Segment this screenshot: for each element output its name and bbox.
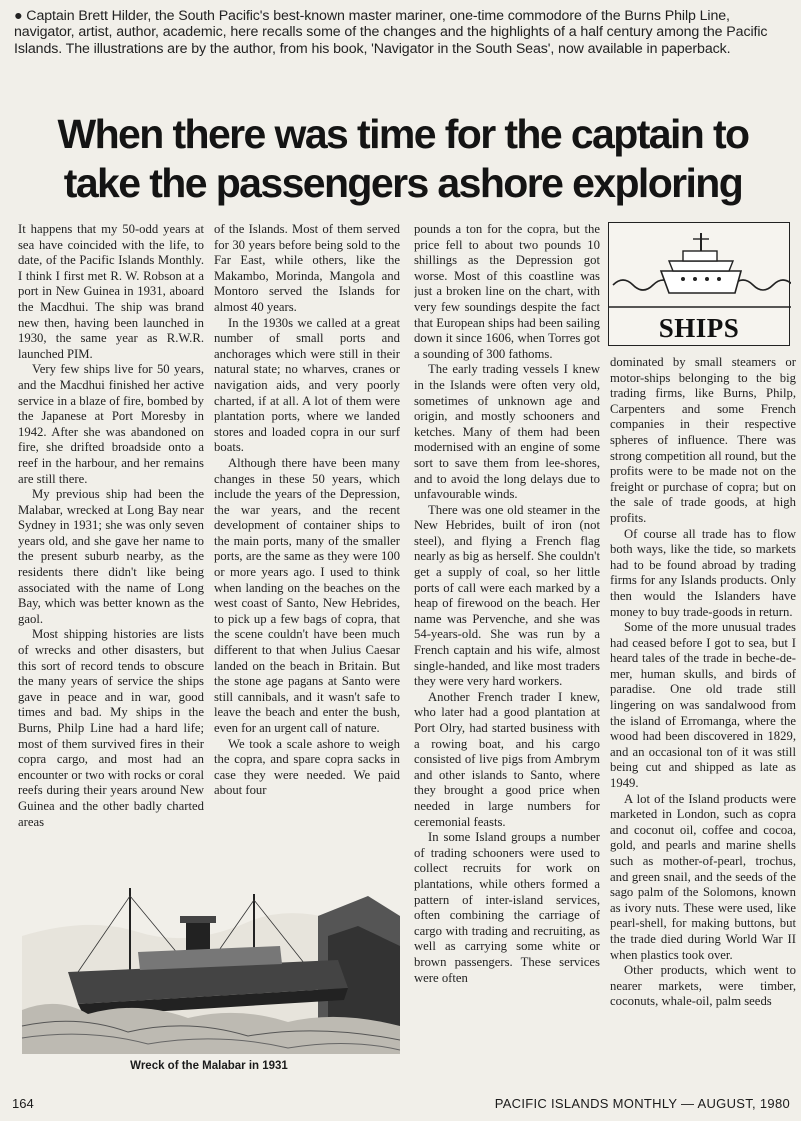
article-column-2 [214,222,400,872]
paragraph: In some Island groups a number of trading schooners were used to collect recruits for work on plantations, while others formed a pattern of inter-island services, often combining the carriage of cargo with trading and recruiting, as well as carrying some white or brown passengers. These services were often [414,830,600,985]
paragraph: of the Islands. Most of them served for 30 years before being sold to the Far East, while others, like the Makambo, Morinda, Mangola and Montoro served the Islands for almost 40 years. [214,222,400,314]
paragraph: In the 1930s we called at a great number of small ports and anchorages which were still in their natural state; no wharves, cranes or navigation aids, and very poorly charted, if at all. A lot of them were plantation ports, where we landed stores and loaded copra in our surf boats. [214,315,400,455]
paragraph: The early trading vessels I knew in the Islands were often very old, sometimes of unknown age and origin, and mostly schooners and ketches. Many of them had been modernised with an engine of some sort to save them from lee-shores, and to avoid the long delays due to unfavourable winds. [414,362,600,502]
ships-label: SHIPS [658,313,740,343]
page-number: 164 [12,1096,34,1111]
paragraph: Although there have been many changes in these 50 years, which include the years of the Depression, the war years, and the recent development of container ships to the main ports, many of the smaller ports, are the same as they were 100 or more years ago. I used to think when landing on the beaches on the west coast of Santo, New Hebrides, to pick up a few bags of copra, that the scene couldn't have been much different to that when Julius Caesar landed on the beach in Britain. But the stone age pagans at Santo were still cannibals, and it wasn't safe to leave the beach and enter the bush, even for an urgent call of nature. [214,455,400,735]
paragraph: Most shipping histories are lists of wrecks and other disasters, but this sort of record tends to obscure the many years of service the ships gave in peace and in war, good times and bad. My ships in the Burns, Philp Line had a hard life; most of them survived fires in their copra cargo, and most had an encounter or two with rocks or coral reefs during their years around New Guinea and the other badly charted areas [18,627,204,829]
publication-footer: PACIFIC ISLANDS MONTHLY — AUGUST, 1980 [494,1096,790,1111]
paragraph: Of course all trade has to flow both ways, like the tide, so markets had to be found abroad by trading firms for any Islands products. Only then would the Islanders have money to buy trade-goods in return. [610,526,796,619]
paragraph: Another French trader I knew, who later had a good plantation at Port Olry, had started business with a rowing boat, and his cargo consisted of live pigs from Ambrym and other islands to Santo, where they brought a good price when needed in large numbers for ceremonial feasts. [414,689,600,829]
wreck-illustration [18,876,400,1054]
article-column-3 [414,222,600,1094]
paragraph: Other products, which went to nearer markets, were timber, coconuts, whale-oil, palm seeds [610,963,796,1009]
paragraph: pounds a ton for the copra, but the price fell to about two pounds 10 shillings as the Depression got worse. Most of this coastline was just a broken line on the chart, with very few soundings despite the fact that European ships had been sailing down it since 1606, when Torres got a sounding of 300 fathoms. [414,222,600,361]
paragraph: We took a scale ashore to weigh the copra, and spare copra sacks in case they were needed. We paid about four [214,736,400,798]
article-column-1 [18,222,204,872]
article-column-4 [610,355,796,1095]
paragraph: Very few ships live for 50 years, and the Macdhui finished her active service in a blaze of fire, bombed by the Japanese at Port Moresby in 1942. After she was abandoned on fire, she drifted broadside onto a reef in the harbour, and her remains are still there. [18,362,204,486]
paragraph: There was one old steamer in the New Hebrides, built of iron (not steel), and flying a French flag nearly as big as herself. She couldn't get a supply of coal, so her little ports of call were each marked by a heap of firewood on the beach. Her name was Pervenche, and she was 54-years-old. She was run by a French captain and his wife, almost single-handed, and like most traders they were very hard workers. [414,502,600,689]
intro-blurb: ● Captain Brett Hilder, the South Pacific's best-known master mariner, one-time commodore of the Burns Philp Line, navigator, artist, author, academic, here recalls some of the changes and the highlights of a half century among the Pacific Islands. The illustrations are by the author, from his book, 'Navigator in the South Seas', now available in paperback. [14,8,768,57]
paragraph: dominated by small steamers or motor-ships belonging to the big trading firms, like Burns, Philp, Carpenters and some French companies in their respective spheres of influence. There was strong competition all round, but the profits were to be made not on the freight or purchase of copra; but on the sale of trade goods, at high profits. [610,355,796,525]
illustration-caption: Wreck of the Malabar in 1931 [130,1060,288,1072]
paragraph: Some of the more unusual trades had ceased before I got to sea, but I heard tales of the trade in beche-de-mer, human skulls, and birds of paradise. One old trade still lingering on was sandalwood from the island of Erromanga, where the wood had been discovered in 1829, and an occasional ton of it was still being cut and shipped as late as 1949. [610,620,796,791]
paragraph: A lot of the Island products were marketed in London, such as copra and coconut oil, coffee and cocoa, gold, and pearls and marine shells such as mother-of-pearl, trochus, and green snail, and the seeds of the sago palm of the Solomons, known as ivory nuts. These were used, like pearl-shell, for making buttons, but the trade died during World War II when plastics took over. [610,791,796,962]
paragraph: It happens that my 50-odd years at sea have coincided with the life, to date, of the Pacific Islands Monthly. I think I first met R. W. Robson at a port in New Guinea in 1931, aboard the Macdhui. The ship was brand new then, having been launched in 1930, the same year as R.W.R. launched PIM. [18,222,204,361]
headline: When there was time for the captain to take the passengers ashore exploring [57,111,749,206]
ships-section-logo [608,222,790,346]
paragraph: My previous ship had been the Malabar, wrecked at Long Bay near Sydney in 1931; she was only seven years old, and she gave her name to the present suburb nearby, as the residents there didn't like being associated with the name of Long Bay, which was better known as the gaol. [18,487,204,626]
